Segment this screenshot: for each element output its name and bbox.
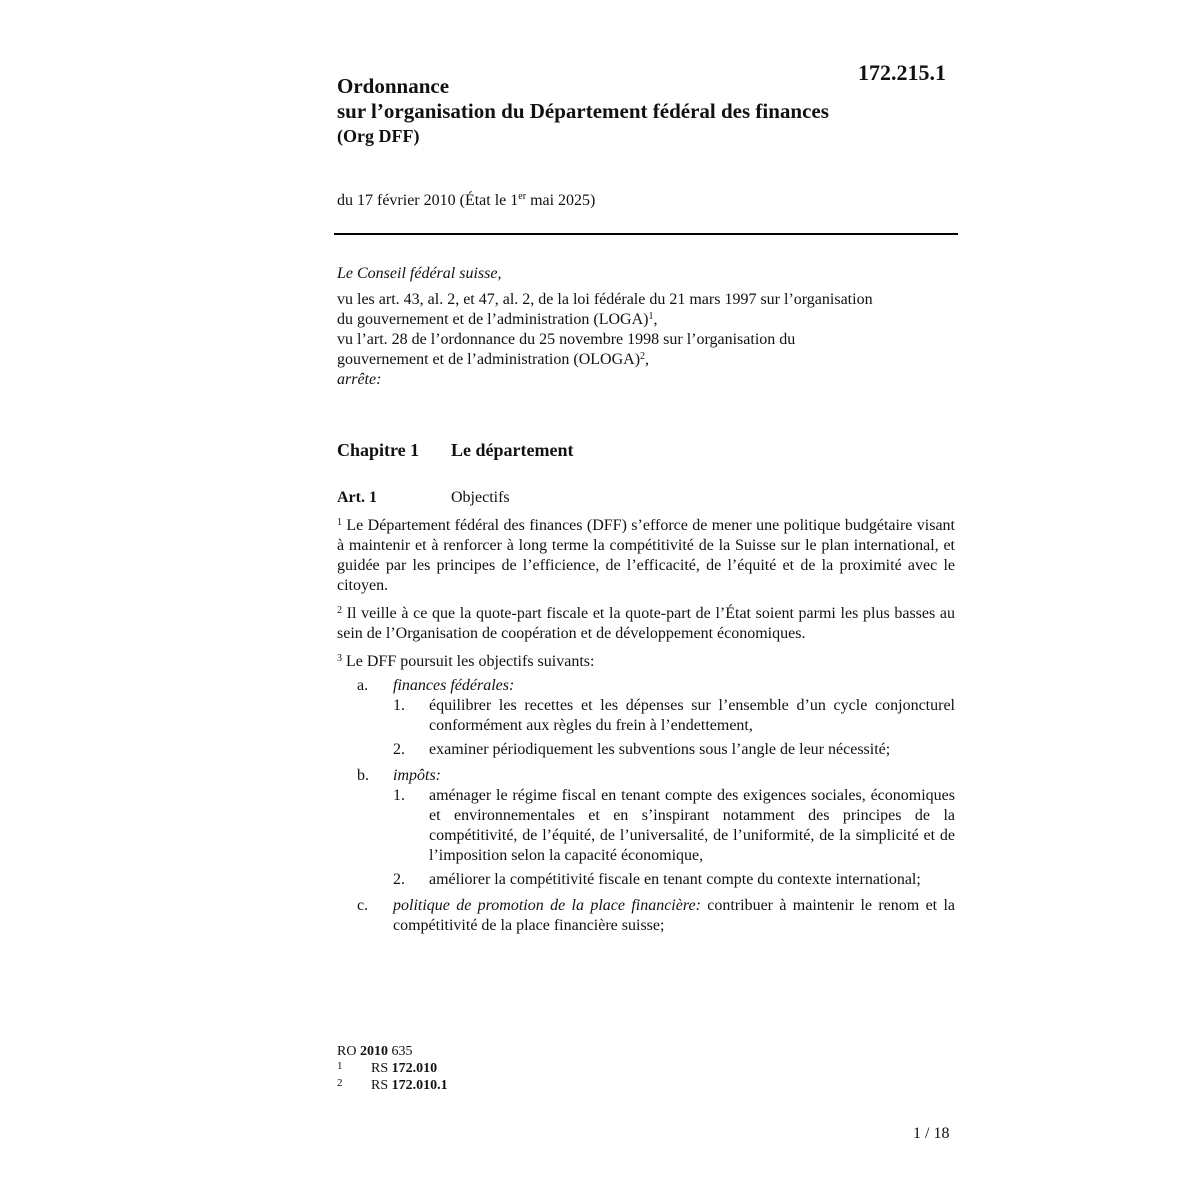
article-body [337, 516, 955, 942]
footnote-2-ref[interactable]: 172.010.1 [391, 1078, 448, 1093]
paragraph-3 [337, 652, 955, 672]
footnote-1 [337, 1060, 448, 1077]
list-item-a [337, 676, 955, 760]
paragraph-1-text: Le Département fédéral des finances (DFF) s’efforce de mener une politique budgétaire visant à maintenir et à renforcer à long terme la compétitivité de la Suisse sur le plan international, et guidée par les principes de l’efficience, de l’efficacité, de l’équité et de la proximité avec le citoyen. [337, 517, 955, 594]
footnote-2 [337, 1077, 448, 1094]
footnote-2-prefix: RS [371, 1078, 392, 1093]
list-marker: b. [357, 767, 369, 784]
article-number: Art. 1 [337, 489, 377, 506]
document-date [337, 192, 595, 210]
vu2-end: , [645, 351, 650, 368]
preamble-intro: Le Conseil fédéral suisse, [337, 265, 502, 282]
footnote-1-marker: 1 [337, 1060, 343, 1072]
paragraph-3-number: 3 [337, 653, 342, 664]
paragraph-3-text: Le DFF poursuit les objectifs suivants: [342, 653, 595, 670]
sub-item [337, 786, 955, 866]
sub-item-text: aménager le régime fiscal en tenant compte des exigences sociales, économiques et environnementales et en s’inspirant notamment des principes de la compétitivité, de l’équité, de l’universalité, de l’uniformité, de la simplicité et de l’imposition selon la capacité économique, [429, 787, 955, 864]
chapter-heading [337, 440, 573, 461]
list-marker: c. [357, 897, 369, 914]
sub-item-marker: 2. [393, 871, 405, 888]
vu2-line2: gouvernement et de l’administration (OLOGA) [337, 351, 641, 368]
vu2-line1: vu l’art. 28 de l’ordonnance du 25 novembre 1998 sur l’organisation du [337, 331, 796, 348]
sr-number: 172.215.1 [858, 60, 946, 85]
title-line-1: Ordonnance [337, 74, 450, 98]
sub-item-marker: 1. [393, 697, 405, 714]
header-divider [334, 233, 958, 235]
preamble-vu-1 [337, 290, 957, 330]
preamble-arrete: arrête: [337, 371, 382, 388]
ro-year: 2010 [359, 1044, 388, 1059]
footnote-ro [337, 1043, 448, 1060]
document-title [337, 74, 829, 149]
chapter-title: Le département [451, 440, 574, 460]
footnote-1-prefix: RS [371, 1061, 392, 1076]
list-marker: a. [357, 677, 369, 694]
paragraph-1 [337, 516, 955, 596]
footnote-ref-1[interactable]: 1 [648, 311, 654, 322]
footnotes [337, 1043, 448, 1094]
preamble-vu-2 [337, 330, 957, 370]
date-text-end: mai 2025) [526, 192, 596, 209]
title-line-3: (Org DFF) [337, 126, 420, 146]
article-title: Objectifs [451, 489, 510, 506]
date-text: du 17 février 2010 (État le 1 [337, 192, 519, 209]
list-item-label: impôts: [393, 767, 441, 784]
page-number: 1 / 18 [913, 1125, 950, 1142]
sub-item [337, 696, 955, 736]
vu1-line2: du gouvernement et de l’administration (LOGA) [337, 311, 649, 328]
title-line-2: sur l’organisation du Département fédéral des finances [337, 99, 829, 123]
footnote-1-ref[interactable]: 172.010 [391, 1061, 438, 1076]
list-item-c [337, 896, 955, 936]
sub-item-text: examiner périodiquement les subventions sous l’angle de leur nécessité; [429, 741, 891, 758]
vu1-end: , [653, 311, 658, 328]
ro-page: 635 [387, 1044, 413, 1059]
preamble [337, 264, 957, 390]
sub-item-marker: 2. [393, 741, 405, 758]
paragraph-2 [337, 604, 955, 644]
list-item-b [337, 766, 955, 890]
objectives-list [337, 676, 955, 936]
ro-prefix: RO [337, 1044, 360, 1059]
vu1-line1: vu les art. 43, al. 2, et 47, al. 2, de la loi fédérale du 21 mars 1997 sur l’organisation [337, 291, 873, 308]
sub-item-text: équilibrer les recettes et les dépenses sur l’ensemble d’un cycle conjoncturel conformément aux règles du frein à l’endettement, [429, 697, 955, 734]
sub-item-marker: 1. [393, 787, 405, 804]
list-item-text: contribuer à maintenir le renom et la compétitivité de la place financière suisse; [393, 897, 955, 934]
paragraph-1-number: 1 [337, 517, 342, 528]
list-item-label: finances fédérales: [393, 677, 515, 694]
paragraph-2-number: 2 [337, 605, 342, 616]
footnote-2-marker: 2 [337, 1077, 343, 1089]
footnote-ref-2[interactable]: 2 [640, 351, 646, 362]
paragraph-2-text: Il veille à ce que la quote-part fiscale et la quote-part de l’État soient parmi les plus basses au sein de l’Organisation de coopération et de développement économiques. [337, 605, 955, 642]
chapter-label: Chapitre 1 [337, 440, 420, 460]
sub-item [337, 740, 955, 760]
date-superscript: er [518, 191, 527, 202]
article-heading [337, 489, 510, 507]
list-item-label: politique de promotion de la place financière: [393, 897, 701, 914]
sub-item-text: améliorer la compétitivité fiscale en tenant compte du contexte international; [429, 871, 921, 888]
sub-item [337, 870, 955, 890]
